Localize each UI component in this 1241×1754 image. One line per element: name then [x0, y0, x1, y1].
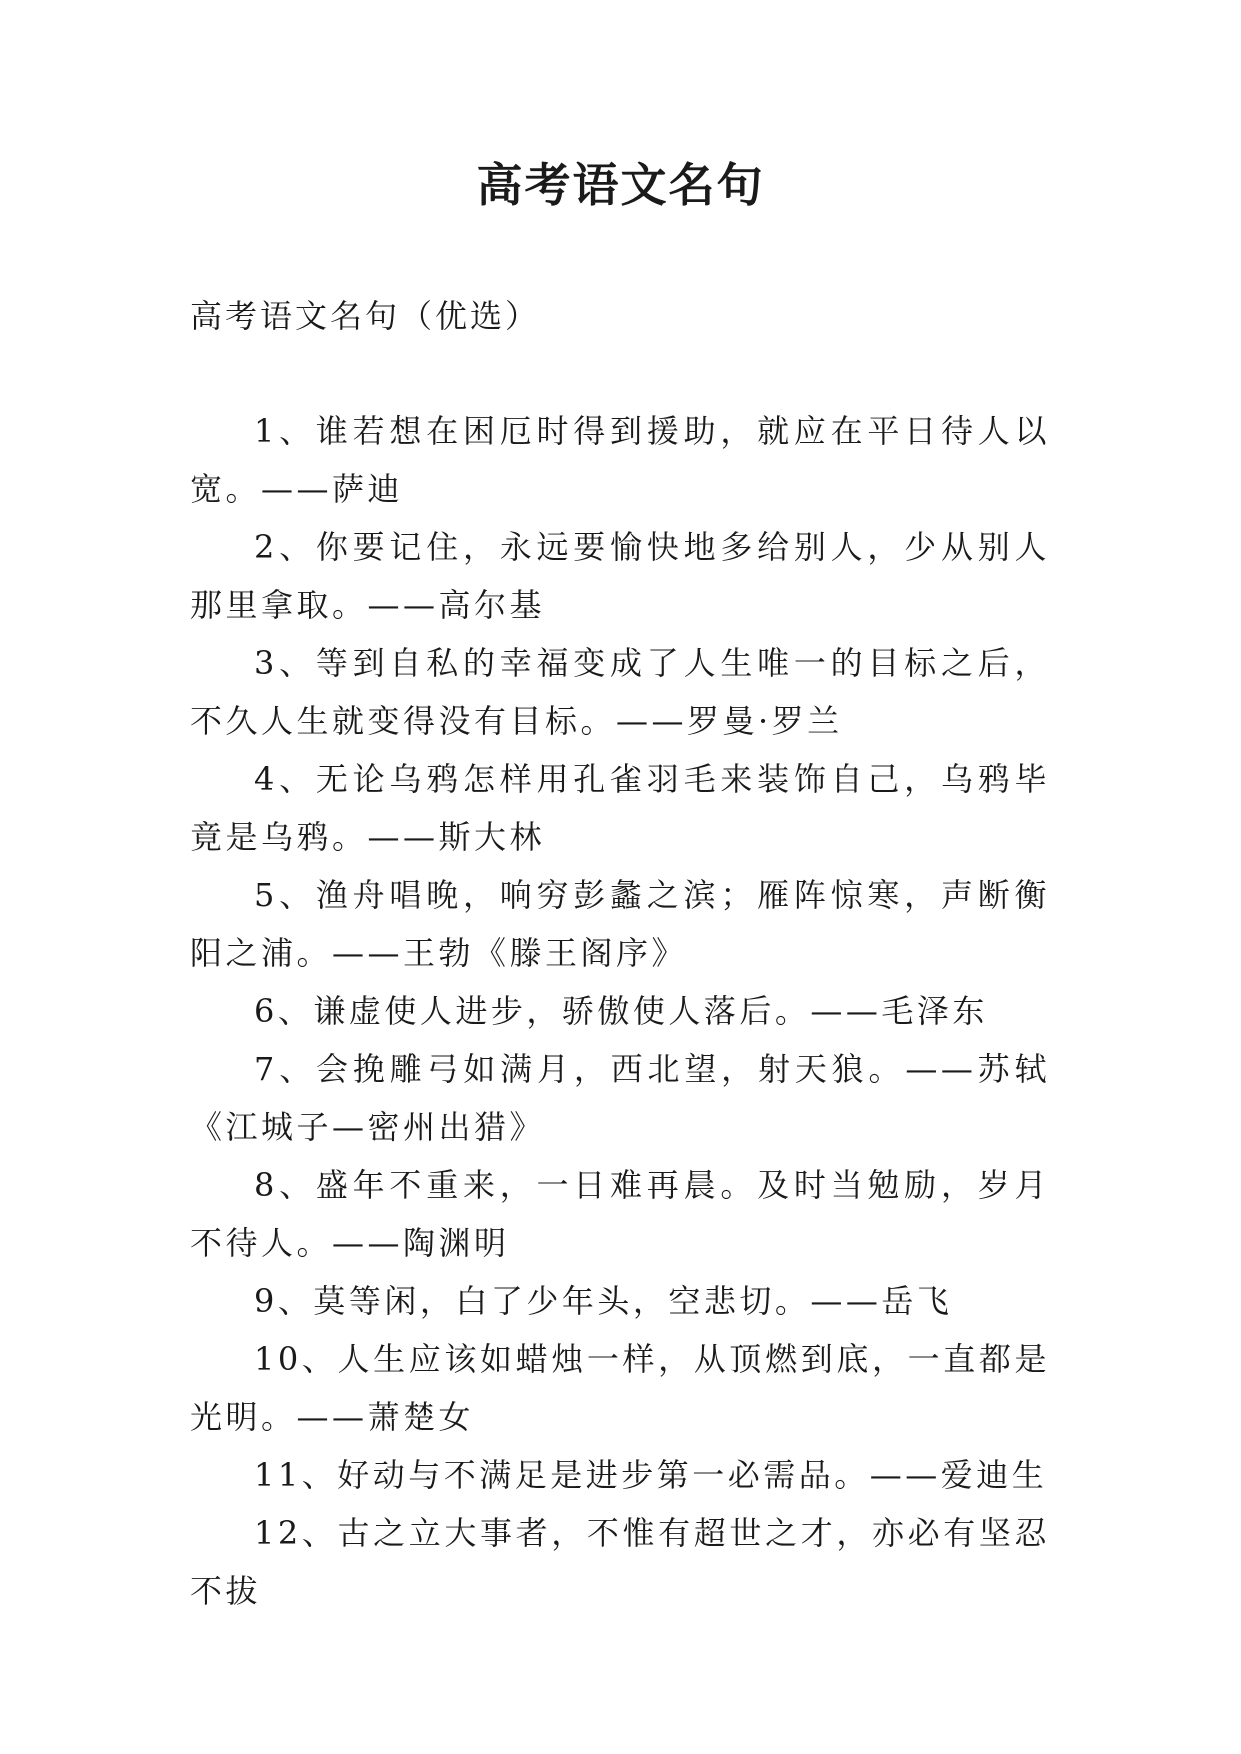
quote-item: 12、古之立大事者，不惟有超世之才，亦必有坚忍不拔 [190, 1514, 1050, 1610]
quote-item: 5、渔舟唱晚，响穷彭蠡之滨；雁阵惊寒，声断衡阳之浦。——王勃《滕王阁序》 [190, 876, 1050, 972]
quote-item: 10、人生应该如蜡烛一样，从顶燃到底，一直都是光明。——萧楚女 [190, 1340, 1050, 1436]
page-title: 高考语文名句 [476, 158, 765, 212]
quote-list [190, 402, 1050, 1620]
quote-item: 2、你要记住，永远要愉快地多给别人，少从别人那里拿取。——高尔基 [190, 528, 1050, 624]
quote-item: 11、好动与不满足是进步第一必需品。——爱迪生 [254, 1456, 1048, 1494]
quote-item: 1、谁若想在困厄时得到援助，就应在平日待人以宽。——萨迪 [190, 412, 1050, 508]
quote-item: 3、等到自私的幸福变成了人生唯一的目标之后，不久人生就变得没有目标。——罗曼·罗兰 [190, 644, 1050, 740]
quote-item: 4、无论乌鸦怎样用孔雀羽毛来装饰自己，乌鸦毕竟是乌鸦。——斯大林 [190, 760, 1050, 856]
quote-item: 6、谦虚使人进步，骄傲使人落后。——毛泽东 [254, 992, 988, 1030]
document-subtitle: 高考语文名句（优选） [190, 297, 541, 335]
quote-item: 9、莫等闲，白了少年头，空悲切。——岳飞 [254, 1282, 953, 1320]
quote-item: 8、盛年不重来，一日难再晨。及时当勉励，岁月不待人。——陶渊明 [190, 1166, 1050, 1262]
quote-item: 7、会挽雕弓如满月，西北望，射天狼。——苏轼《江城子—密州出猎》 [190, 1050, 1050, 1146]
